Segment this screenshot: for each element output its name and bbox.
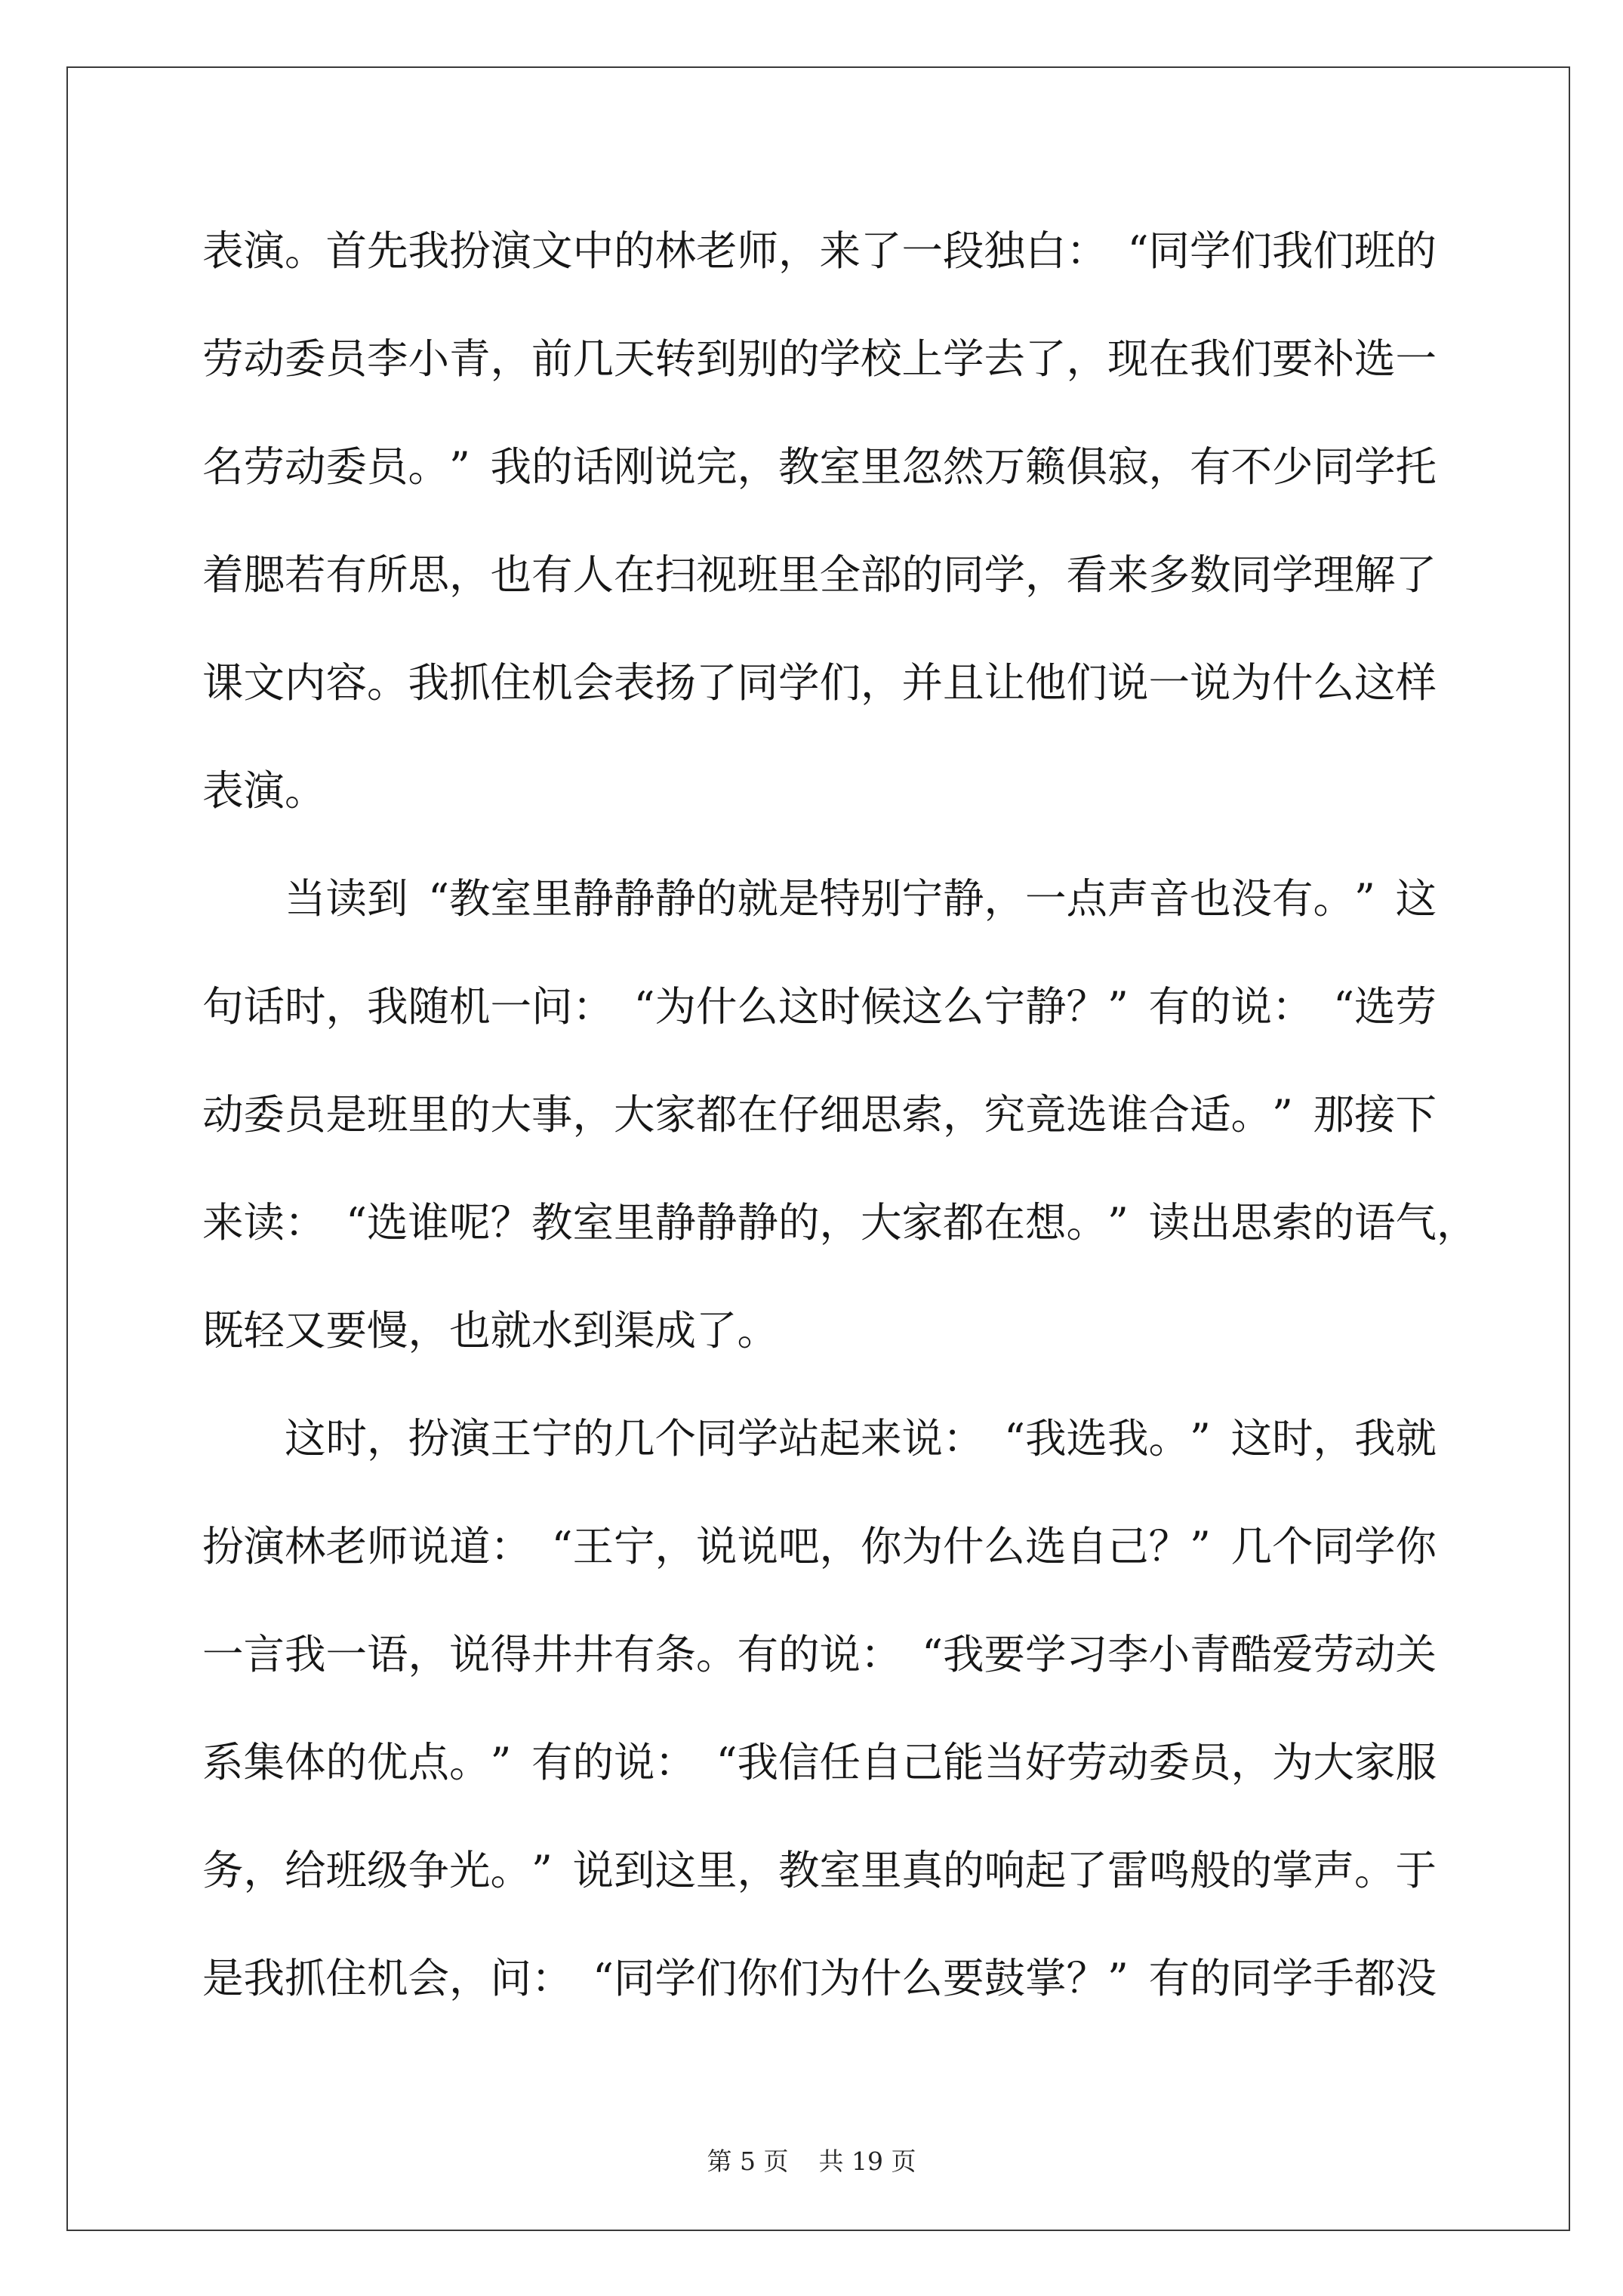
text-line: 务，给班级争光。” 说到这里，教室里真的响起了雷鸣般的掌声。于 xyxy=(202,1846,1437,1894)
text-line: 表演。首先我扮演文中的林老师，来了一段独白： “同学们我们班的 xyxy=(202,227,1437,275)
text-line: 是我抓住机会，问： “同学们你们为什么要鼓掌？” 有的同学手都没 xyxy=(202,1954,1437,2002)
text-line: 这时，扮演王宁的几个同学站起来说： “我选我。” 这时，我就 xyxy=(285,1414,1437,1462)
text-line: 系集体的优点。” 有的说： “我信任自己能当好劳动委员，为大家服 xyxy=(202,1738,1437,1786)
text-line: 着腮若有所思，也有人在扫视班里全部的同学，看来多数同学理解了 xyxy=(202,550,1437,599)
text-line: 句话时，我随机一问： “为什么这时候这么宁静？” 有的说： “选劳 xyxy=(202,982,1437,1031)
text-line: 课文内容。我抓住机会表扬了同学们，并且让他们说一说为什么这样 xyxy=(202,658,1437,707)
text-line: 来读： “选谁呢？教室里静静静的，大家都在想。” 读出思索的语气， xyxy=(202,1198,1478,1247)
footer-page-number: 第 5 页 xyxy=(707,2147,789,2176)
document-body xyxy=(202,197,1531,2032)
paragraph-2 xyxy=(202,845,1531,1385)
text-line: 表演。 xyxy=(202,766,326,815)
text-line: 动委员是班里的大事，大家都在仔细思索，究竟选谁合适。” 那接下 xyxy=(202,1090,1437,1139)
text-line: 劳动委员李小青，前几天转到别的学校上学去了，现在我们要补选一 xyxy=(202,334,1437,383)
paragraph-1 xyxy=(202,197,1531,845)
text-line: 当读到 “教室里静静静的就是特别宁静，一点声音也没有。” 这 xyxy=(285,874,1437,923)
text-line: 名劳动委员。” 我的话刚说完，教室里忽然万籁俱寂，有不少同学托 xyxy=(202,442,1437,491)
paragraph-3 xyxy=(202,1385,1531,2032)
text-line: 一言我一语，说得井井有条。有的说： “我要学习李小青酷爱劳动关 xyxy=(202,1630,1437,1678)
footer-page-total: 共 19 页 xyxy=(818,2147,916,2176)
page-footer xyxy=(0,2144,1623,2179)
text-line: 既轻又要慢，也就水到渠成了。 xyxy=(202,1306,779,1354)
text-line: 扮演林老师说道： “王宁，说说吧，你为什么选自己？” 几个同学你 xyxy=(202,1522,1437,1570)
